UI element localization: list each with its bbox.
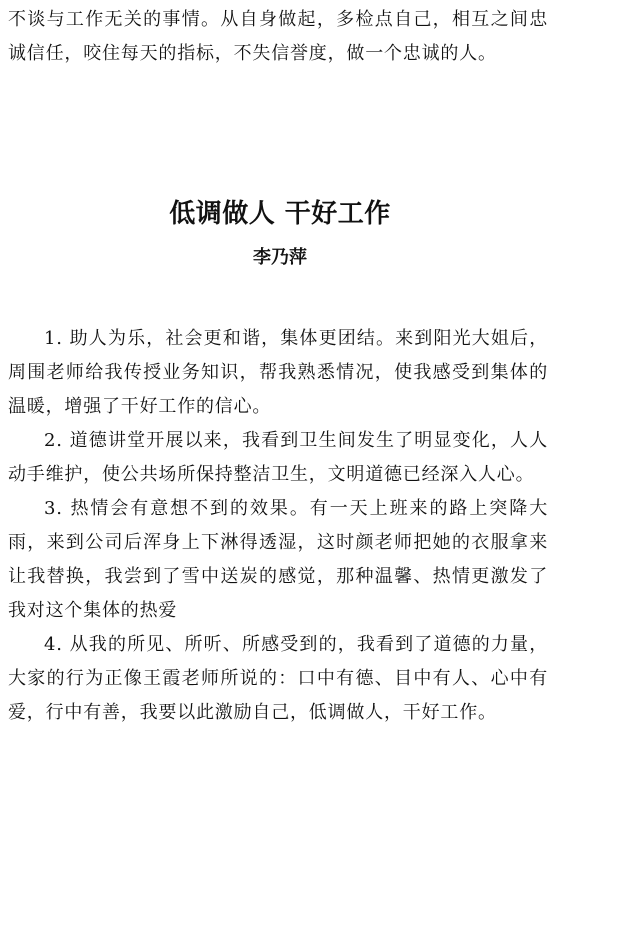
body-paragraph-2: 2. 道德讲堂开展以来，我看到卫生间发生了明显变化，人人动手维护，使公共场所保持整洁卫生，文明道德已经深入人心。: [8, 430, 548, 485]
intro-block: [8, 3, 548, 71]
body-paragraph-3: 3. 热情会有意想不到的效果。有一天上班来的路上突降大雨，来到公司后浑身上下淋得透湿，这时颜老师把她的衣服拿来让我替换，我尝到了雪中送炭的感觉，那种温馨、热情更激发了我对这个集体的热爱: [8, 498, 548, 621]
body-paragraph-4: 4. 从我的所见、所听、所感受到的，我看到了道德的力量，大家的行为正像王霞老师所说的：口中有德、目中有人、心中有爱，行中有善，我要以此激励自己，低调做人，干好工作。: [8, 634, 548, 723]
intro-paragraph: 不谈与工作无关的事情。从自身做起，多检点自己，相互之间忠诚信任，咬住每天的指标，不失信誉度，做一个忠诚的人。: [8, 9, 548, 64]
body-paragraph-1: 1. 助人为乐，社会更和谐，集体更团结。来到阳光大姐后，周围老师给我传授业务知识，帮我熟悉情况，使我感受到集体的温暖，增强了干好工作的信心。: [8, 328, 548, 417]
article-body: [8, 322, 548, 730]
article-author: 李乃萍: [253, 247, 307, 268]
article-title: 低调做人 干好工作: [169, 199, 391, 229]
